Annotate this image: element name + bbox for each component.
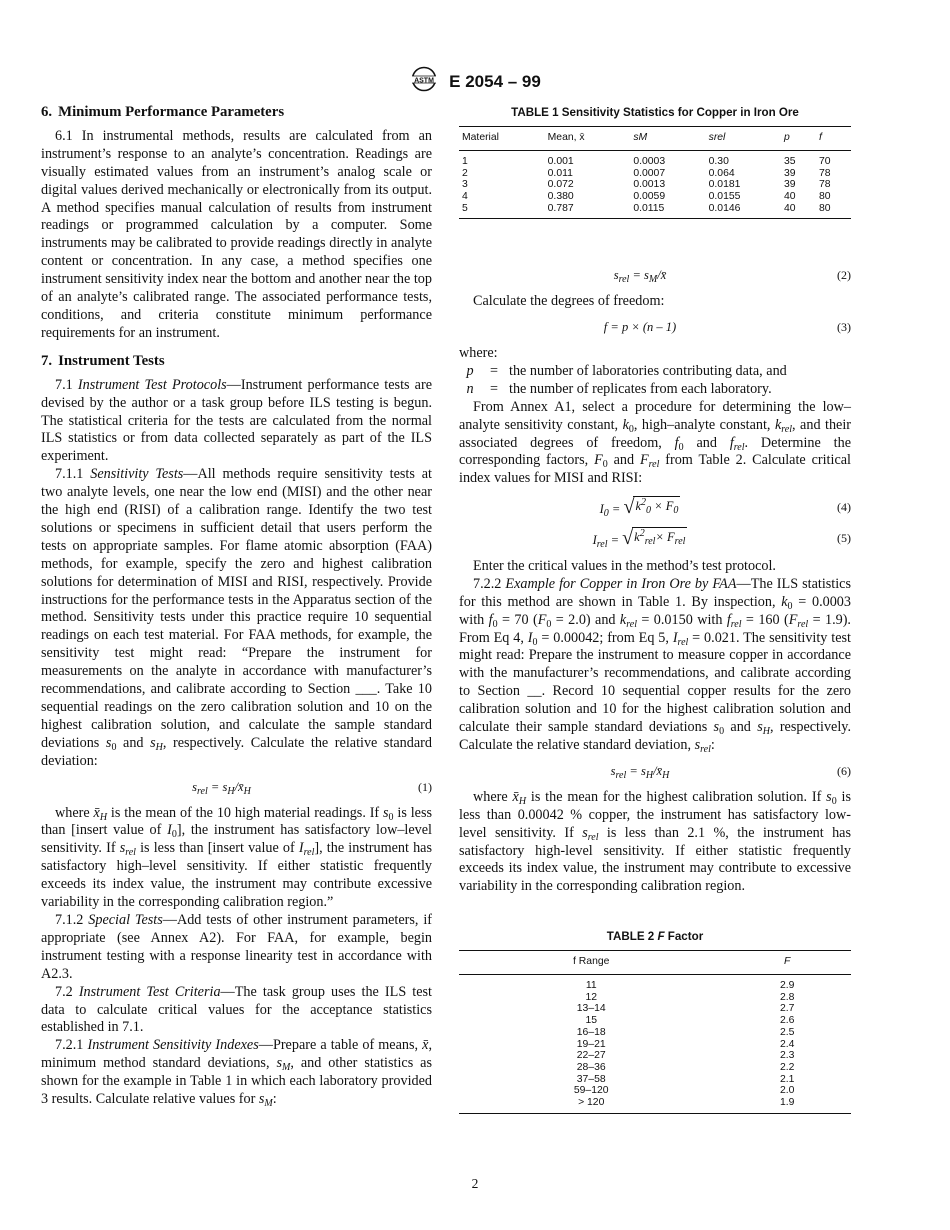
- paragraph-7-2: 7.2 Instrument Test Criteria—The task group uses the ILS test data to calculate critical values for the acceptance statistics established in 7.1.: [41, 983, 433, 1036]
- document-number: E 2054 – 99: [449, 71, 541, 91]
- table-row: 5 0.787 0.0115 0.0146 40 80: [459, 203, 851, 219]
- enter-critical-values-text: Enter the critical values in the method’s test protocol.: [473, 557, 776, 574]
- paragraph-final: where $x̄_H$ is the mean for the highest calibration solution. If $s_0$ is less than 0.00042 % copper, the instrument has satisfactory low-level sensitivity. If $s_{rel}$ is less than 2.1 %, the instrument has satisfactory high-level sensitivity. If either statistic frequently exceeds its index value, the instrument may contribute to excessive variability in the corresponding calibration region.: [459, 788, 851, 895]
- table-row: 28–36 2.2: [576, 1061, 795, 1073]
- equation-3: f = p × (n – 1) (3): [603, 320, 851, 335]
- degrees-of-freedom-text: Calculate the degrees of freedom:: [473, 293, 665, 310]
- table-2-caption: TABLE 2 F Factor: [606, 930, 704, 944]
- equation-2: $s_{rel}$ = $s_M/x̄$ (2): [613, 268, 851, 286]
- table-2: [459, 950, 851, 1114]
- table-row: 11 2.9: [585, 980, 795, 992]
- where-label: where:: [459, 345, 498, 362]
- equation-1: $s_{rel}$ = $s_H/x̄_H$ (1): [192, 779, 432, 797]
- paragraph-annex-a1: From Annex A1, select a procedure for determining the low–analyte sensitivity constant, $k_0$, high–analyte constant, $k_{rel}$, and their associated degrees of freedom, $f_0$ and $f_{rel}$. Determine the corresponding factors, $F_0$ and $F_{rel}$ from Table 2. Calculate critical index values for MISI and RISI:: [459, 398, 852, 487]
- table-row: 3 0.072 0.0013 0.0181 39 78: [462, 179, 831, 191]
- left-column: [41, 104, 432, 1109]
- right-column: [459, 104, 851, 1114]
- equation-4: $I_0$ = √ $k^2_0 \times F_0$ (4): [599, 496, 851, 520]
- table-row: 15 2.6: [585, 1015, 795, 1027]
- page-number: 2: [471, 1176, 479, 1191]
- svg-text:ASTM: ASTM: [414, 77, 435, 85]
- section-6-heading: 6. Minimum Performance Parameters: [41, 104, 285, 120]
- table-row: > 120 1.9: [459, 1097, 851, 1113]
- paragraph-7-1-1-continued: where $x̄_H$ is the mean of the 10 high material readings. If $s_0$ is less than [insert value of $I_0$], the instrument has satisfactory low–level sensitivity. If $s_{rel}$ is less than [insert value of $I_{rel}$], the instrument has satisfactory high–level sensitivity. If either statistic frequently exceeds its index value, the instrument may contribute excessive variability in the corresponding calibration region.”: [41, 804, 433, 911]
- page-header: [0, 66, 950, 97]
- table-2-header: f Range: [459, 951, 723, 975]
- table-1-header: p: [781, 126, 816, 150]
- table-1-header: Mean, x̄: [545, 126, 631, 150]
- table-row: 16–18 2.5: [576, 1026, 795, 1038]
- astm-logo-icon: [409, 66, 439, 97]
- paragraph-7-2-2: 7.2.2 Example for Copper in Iron Ore by FAA—The ILS statistics for this method are shown in Table 1. By inspection, $k_0 = 0.0003$ with $f_0 = 70$ $(F_0 = 2.0)$ and $k_{rel} = 0.0150$ with $f_{rel} = 160$ $(F_{rel} = 1.9)$. From Eq 4, $I_0 = 0.00042$; from Eq 5, $I_{rel} = 0.021$. The sensitivity test might read: Prepare the instrument to measure copper in accordance with the manufacturer’s recommendations, and calibrate according to Section __. Record 10 sequential copper results for the zero calibration solution and 10 for the highest calibration solution and calculate their sample standard deviations $s_0$ and $s_H$, respectively. Calculate the relative standard deviation, $s_{rel}$:: [459, 575, 851, 755]
- paragraph-7-1: 7.1 Instrument Test Protocols—Instrument performance tests are devised by the author or a task group before ILS testing is begun. The statistical criteria for the tests are calculated from the normal ILS statistics or from data collected separately as part of the ILS experiment.: [41, 376, 433, 465]
- table-row: 19–21 2.4: [576, 1038, 795, 1050]
- table-row: 13–14 2.7: [576, 1003, 795, 1015]
- table-1-header: Material: [459, 126, 545, 150]
- paragraph-7-1-2: 7.1.2 Special Tests—Add tests of other instrument parameters, if appropriate (see Annex A2). For FAA, for example, begin instrument testing with a response linearity test in accordance with A2.3.: [41, 911, 432, 982]
- table-1-header: sM: [630, 126, 705, 150]
- section-7-heading: 7. Instrument Tests: [41, 352, 165, 369]
- paragraph-7-1-1: 7.1.1 Sensitivity Tests—All methods require sensitivity tests at two analyte levels, one near the low end (MISI) and the other near the high end (RISI) of a calibration range. Identify the two test solutions or specimens in sufficient detail that users perform the tests on appropriate samples. For flame atomic absorption (FAA) methods, for example, specify the zero and highest calibration solutions for determination of MISI and RISI, respectively. Provide instructions for the performance tests in the Apparatus section of the method. Sensitivity tests under this practice require 10 sequential readings on each test material. For FAA methods, for example, the sensitivity test might read: “Prepare the instrument for measurements on the analyte in accordance with manufacturer’s recommendations, and calibrate according to Section ___. Take 10 sequential readings on the zero calibration solution and 10 on the highest calibration solution, and calculate the sample standard deviations $s_0$ and $s_H$, respectively. Calculate the relative standard deviation:: [41, 466, 432, 769]
- table-row: 2 0.011 0.0007 0.064 39 78: [462, 167, 831, 179]
- table-row: 12 2.8: [585, 991, 795, 1003]
- table-1-header: f: [816, 126, 851, 150]
- definition-n: n = the number of replicates from each laboratory.: [466, 380, 772, 397]
- equation-6: $s_{rel}$ = $s_H/x̄_H$ (6): [610, 763, 851, 781]
- table-row: 22–27 2.3: [576, 1050, 795, 1062]
- table-1-header: srel: [706, 126, 781, 150]
- table-2-header: F: [723, 951, 851, 975]
- paragraph-6-1: 6.1 In instrumental methods, results are calculated from an instrument’s response to an analyte’s concentration. Readings are visually estimated values from an instrument’s analog scale or digital values derived mechanically or electronically from its output. A method specifies manual calculation of results from instrument readings or programmed calculation by a computer. Some instruments may be calibrated to provide readings directly in analyte content or concentration. In any case, a method specifies one instrument sensitivity index near the bottom and another near the top of an analyte’s calibrated range. The associated performance tests, conditions, and criteria constitute minimum performance requirements for an instrument.: [41, 127, 432, 341]
- definition-p: p = the number of laboratories contributing data, and: [466, 362, 787, 379]
- table-row: 1 0.001 0.0003 0.30 35 70: [462, 155, 831, 167]
- table-1-caption: TABLE 1 Sensitivity Statistics for Copper in Iron Ore: [511, 106, 799, 119]
- paragraph-7-2-1: 7.2.1 Instrument Sensitivity Indexes—Prepare a table of means, x̄, minimum method standard deviations, $s_M$, and other statistics as shown for the example in Table 1 in which each laboratory provided 3 results. Calculate relative values for $s_M$:: [41, 1037, 433, 1110]
- table-row: 4 0.380 0.0059 0.0155 40 80: [462, 190, 831, 202]
- table-row: 37–58 2.1: [576, 1073, 795, 1085]
- equation-5: $I_{rel}$ = √ $k^2_{rel}\times F_{rel}$ (5): [592, 527, 851, 551]
- table-row: 59–120 2.0: [573, 1085, 795, 1097]
- table-1: [459, 126, 851, 219]
